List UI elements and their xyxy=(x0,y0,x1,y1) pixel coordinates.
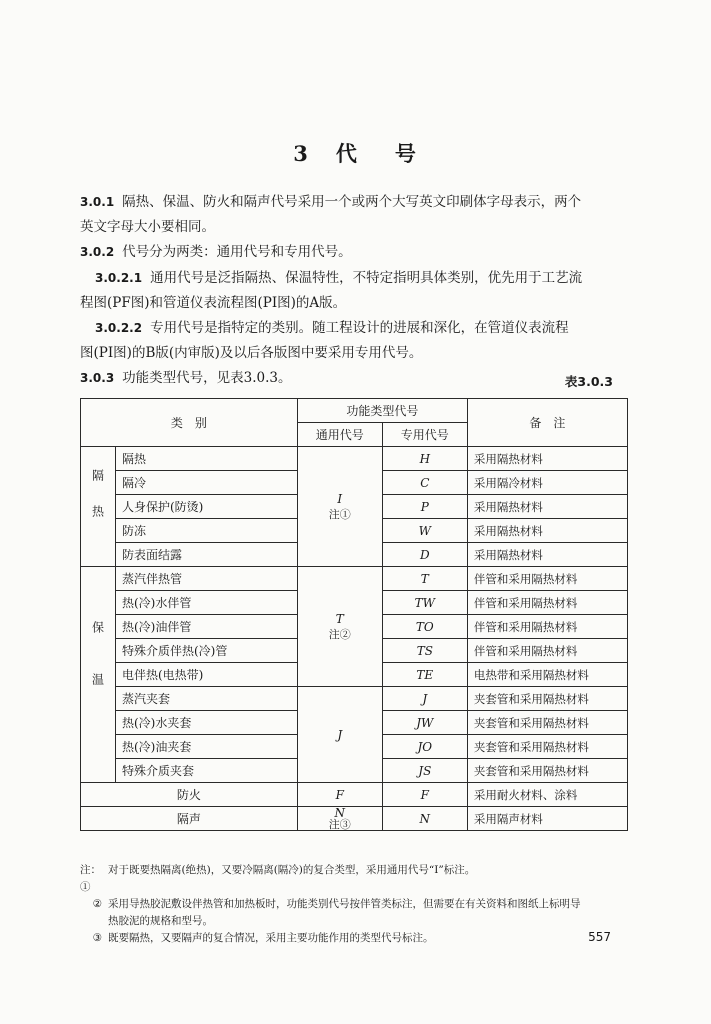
general-code: J xyxy=(337,727,343,742)
special-code-cell: JS xyxy=(382,759,467,783)
special-code-cell: T xyxy=(382,567,467,591)
header-function-code: 功能类型代号 xyxy=(297,399,467,423)
special-code-cell: D xyxy=(382,543,467,567)
remark-cell: 采用隔热材料 xyxy=(467,543,627,567)
special-code-cell: TE xyxy=(382,663,467,687)
general-code-cell xyxy=(297,567,382,687)
paragraph-3-0-2-1 xyxy=(80,266,628,316)
special-code-cell: P xyxy=(382,495,467,519)
item-cell: 蒸汽伴热管 xyxy=(116,567,298,591)
special-code-cell: TS xyxy=(382,639,467,663)
group-label-text: 隔热 xyxy=(90,469,105,541)
remark-cell: 采用隔热材料 xyxy=(467,519,627,543)
remark-cell: 夹套管和采用隔热材料 xyxy=(467,759,627,783)
remark-cell: 伴管和采用隔热材料 xyxy=(467,639,627,663)
remark-cell: 采用隔热材料 xyxy=(467,495,627,519)
table-row xyxy=(81,567,628,591)
note-text: 既要隔热，又要隔声的复合情况，采用主要功能作用的类型代号标注。 xyxy=(108,932,434,944)
item-cell: 蒸汽夹套 xyxy=(116,687,298,711)
table-row xyxy=(81,807,628,831)
table-row xyxy=(81,687,628,711)
note-label: ② xyxy=(92,898,102,910)
chapter-number: 3 xyxy=(293,141,310,166)
general-code: N xyxy=(334,805,346,820)
table-row xyxy=(81,783,628,807)
item-cell: 隔声 xyxy=(81,807,298,831)
group-label-insulation xyxy=(81,447,116,567)
clause-number: 3.0.2.2 xyxy=(95,321,143,335)
special-code-cell: C xyxy=(382,471,467,495)
special-code-cell: JW xyxy=(382,711,467,735)
item-cell: 人身保护(防烫) xyxy=(116,495,298,519)
item-cell: 防表面结露 xyxy=(116,543,298,567)
group-label-text: 保温 xyxy=(90,621,105,725)
remark-cell: 伴管和采用隔热材料 xyxy=(467,591,627,615)
header-general-code: 通用代号 xyxy=(297,423,382,447)
special-code-cell: TO xyxy=(382,615,467,639)
group-label-heat-tracing xyxy=(81,567,116,783)
clause-number: 3.0.2 xyxy=(80,245,115,259)
paragraph-3-0-2 xyxy=(80,240,628,265)
clause-text-cont: 图(PI图)的B版(内审版)及以后各版图中要采用专用代号。 xyxy=(80,345,423,361)
clause-number: 3.0.1 xyxy=(80,195,115,209)
clause-text: 通用代号是泛指隔热、保温特性，不特定指明具体类别，优先用于工艺流 xyxy=(150,270,583,286)
special-code-cell: H xyxy=(382,447,467,471)
general-code-note: 注② xyxy=(328,627,351,641)
clause-text: 专用代号是指特定的类别。随工程设计的进展和深化，在管道仪表流程 xyxy=(150,320,569,336)
remark-cell: 伴管和采用隔热材料 xyxy=(467,567,627,591)
general-code-cell xyxy=(297,447,382,567)
remark-cell: 伴管和采用隔热材料 xyxy=(467,615,627,639)
note-2 xyxy=(80,896,640,913)
remark-cell: 采用耐火材料、涂料 xyxy=(467,783,627,807)
paragraph-3-0-1 xyxy=(80,190,628,240)
item-cell: 防火 xyxy=(81,783,298,807)
remark-cell: 夹套管和采用隔热材料 xyxy=(467,735,627,759)
page-number: 557 xyxy=(588,930,611,944)
general-code: I xyxy=(337,491,343,506)
note-3 xyxy=(80,930,640,947)
special-code-cell: JO xyxy=(382,735,467,759)
item-cell: 热(冷)水夹套 xyxy=(116,711,298,735)
clause-number: 3.0.3 xyxy=(80,371,115,385)
note-text: 采用导热胶泥敷设伴热管和加热板时，功能类别代号按伴管类标注，但需要在有关资料和图纸上标明导 xyxy=(108,898,581,910)
clause-text-cont: 英文字母大小要相同。 xyxy=(80,219,215,235)
general-code-note: 注③ xyxy=(328,817,351,831)
item-cell: 热(冷)油伴管 xyxy=(116,615,298,639)
header-category: 类 别 xyxy=(81,399,298,447)
special-code-cell: J xyxy=(382,687,467,711)
general-code-cell: F xyxy=(297,783,382,807)
clause-text: 隔热、保温、防火和隔声代号采用一个或两个大写英文印刷体字母表示，两个 xyxy=(122,194,582,210)
note-1 xyxy=(80,862,640,896)
clause-number: 3.0.2.1 xyxy=(95,271,143,285)
remark-cell: 电热带和采用隔热材料 xyxy=(467,663,627,687)
clause-text-cont: 程图(PF图)和管道仪表流程图(PI图)的A版。 xyxy=(80,295,347,311)
function-code-table xyxy=(80,398,628,831)
item-cell: 热(冷)油夹套 xyxy=(116,735,298,759)
note-text: 对于既要热隔离(绝热)，又要冷隔离(隔冷)的复合类型，采用通用代号“I”标注。 xyxy=(108,864,476,876)
item-cell: 特殊介质伴热(冷)管 xyxy=(116,639,298,663)
remark-cell: 夹套管和采用隔热材料 xyxy=(467,711,627,735)
header-remark: 备 注 xyxy=(467,399,627,447)
special-code-cell: F xyxy=(382,783,467,807)
general-code-cell xyxy=(297,687,382,783)
item-cell: 隔热 xyxy=(116,447,298,471)
item-cell: 特殊介质夹套 xyxy=(116,759,298,783)
table-row xyxy=(81,447,628,471)
general-code: T xyxy=(335,611,344,626)
remark-cell: 采用隔热材料 xyxy=(467,447,627,471)
clause-text: 功能类型代号，见表3.0.3。 xyxy=(122,370,292,386)
note-text-cont: 热胶泥的规格和型号。 xyxy=(108,915,213,927)
special-code-cell: N xyxy=(382,807,467,831)
table-notes xyxy=(80,862,640,947)
chapter-title xyxy=(0,138,711,168)
item-cell: 隔冷 xyxy=(116,471,298,495)
paragraph-3-0-2-2 xyxy=(80,316,628,366)
chapter-title-char-2: 号 xyxy=(394,141,418,166)
remark-cell: 采用隔冷材料 xyxy=(467,471,627,495)
general-code-cell xyxy=(297,807,382,831)
paragraph-3-0-3 xyxy=(80,366,628,391)
remark-cell: 采用隔声材料 xyxy=(467,807,627,831)
note-label: 注：① xyxy=(80,864,101,893)
note-label: ③ xyxy=(92,932,102,944)
item-cell: 热(冷)水伴管 xyxy=(116,591,298,615)
special-code-cell: W xyxy=(382,519,467,543)
item-cell: 电伴热(电热带) xyxy=(116,663,298,687)
item-cell: 防冻 xyxy=(116,519,298,543)
general-code-note: 注① xyxy=(328,507,351,521)
chapter-title-char-1: 代 xyxy=(335,141,359,166)
remark-cell: 夹套管和采用隔热材料 xyxy=(467,687,627,711)
header-special-code: 专用代号 xyxy=(382,423,467,447)
clause-text: 代号分为两类：通用代号和专用代号。 xyxy=(122,244,352,260)
table-reference: 表3.0.3 xyxy=(564,374,613,389)
special-code-cell: TW xyxy=(382,591,467,615)
